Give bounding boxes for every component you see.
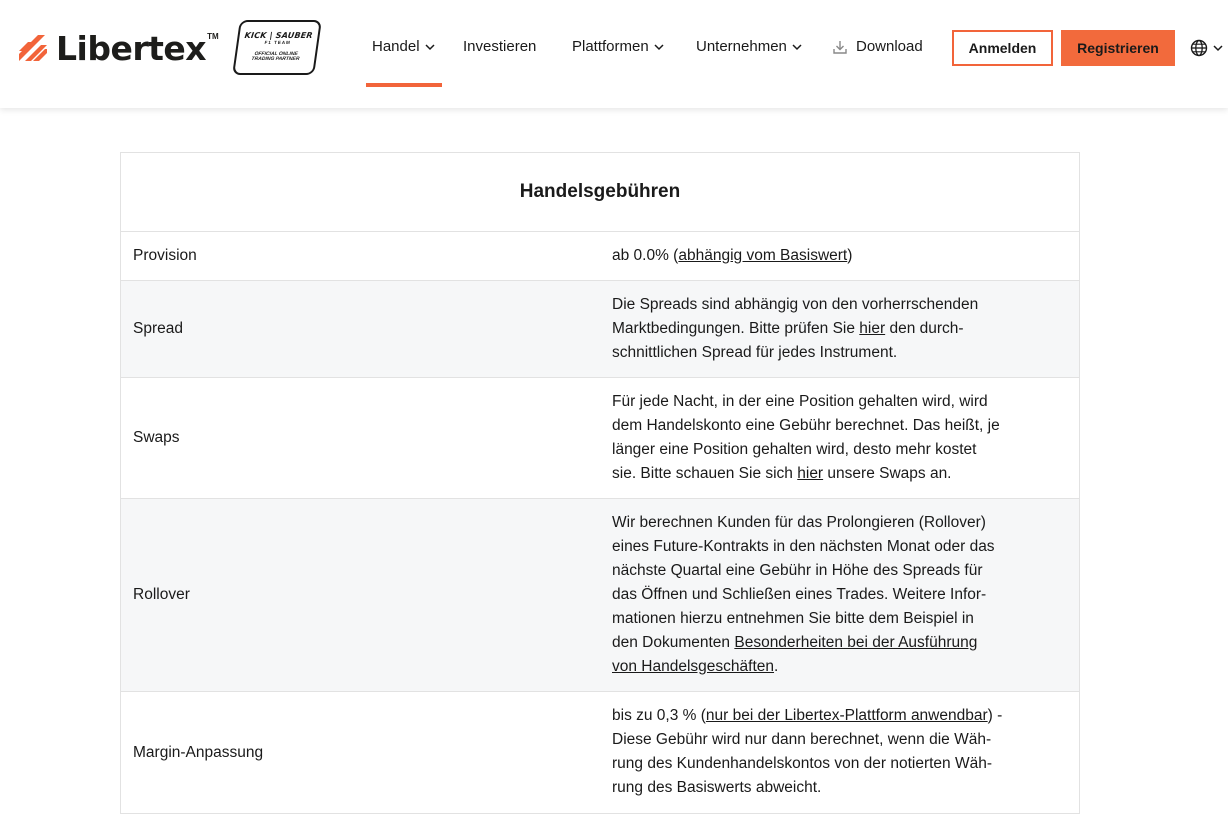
nav-item-download[interactable] [832, 38, 923, 55]
fee-row-margin [121, 692, 1079, 813]
nav-label-download: Download [856, 38, 923, 55]
register-button[interactable]: Registrieren [1061, 30, 1175, 66]
fee-value-provision: ab 0.0% (abhängig vom Basiswert) [612, 247, 853, 264]
globe-icon [1190, 39, 1208, 57]
chevron-down-icon [425, 44, 435, 51]
libertex-platform-link[interactable]: nur bei der Libertex-Plattform anwendbar [705, 707, 988, 724]
download-icon [832, 39, 848, 55]
underlying-dependent-link[interactable]: abhängig vom Basiswert [678, 247, 848, 264]
fee-label-swaps: Swaps [133, 429, 180, 446]
spread-here-link[interactable]: hier [859, 320, 886, 337]
libertex-logo[interactable] [19, 28, 219, 68]
fee-row-provision [121, 232, 1079, 281]
partner-f1-team: F1 TEAM [264, 40, 292, 46]
nav-item-plattformen[interactable] [572, 38, 664, 55]
login-button[interactable]: Anmelden [952, 30, 1053, 66]
fee-label-spread: Spread [133, 320, 183, 337]
nav-label-handel: Handel [372, 38, 420, 55]
fee-row-rollover [121, 499, 1079, 692]
logo-trademark: TM [207, 32, 219, 41]
nav-item-handel[interactable] [372, 38, 435, 55]
fee-row-swaps [121, 378, 1079, 499]
language-selector[interactable] [1190, 39, 1223, 57]
execution-specifics-link[interactable]: Besonderheiten bei der Ausführung [734, 634, 978, 651]
fees-table-title: Handelsgebühren [121, 153, 1079, 232]
site-header [0, 0, 1228, 108]
partner-official: OFFICIAL ONLINE TRADING PARTNER [250, 50, 300, 63]
fee-value-rollover: Wir berechnen Kunden für das Prolongieren (Rollover) eines Future-Kontrakts in den nächsten Monat oder das nächste Quartal eine Gebühr in Höhe des Spreads für das Öffnen und Schließen eines Trades. Weitere Infor- mationen hierzu entnehmen Sie bitte dem Beispiel in den Dokumenten Besonderheiten bei der Ausführung von Handelsgeschäften. [612, 514, 995, 675]
nav-item-unternehmen[interactable] [696, 38, 802, 55]
trading-fees-table [120, 152, 1080, 814]
fee-value-spread: Die Spreads sind abhängig von den vorherrschenden Marktbedingungen. Bitte prüfen Sie hier den durch- schnittlichen Spread für jedes Instrument. [612, 296, 979, 361]
chevron-down-icon [1213, 45, 1223, 52]
execution-specifics-link-cont[interactable]: von Handelsgeschäften [612, 658, 775, 675]
nav-label-investieren: Investieren [463, 38, 537, 55]
sauber-partner-badge[interactable] [232, 20, 322, 75]
fee-label-provision: Provision [133, 247, 197, 264]
nav-label-plattformen: Plattformen [572, 38, 649, 55]
nav-active-indicator [366, 83, 442, 87]
logo-text: Libertex [56, 28, 207, 68]
nav-label-unternehmen: Unternehmen [696, 38, 787, 55]
fee-label-rollover: Rollover [133, 586, 190, 603]
partner-team-name: KICK | SAUBER [243, 31, 314, 41]
nav-item-investieren[interactable] [463, 38, 536, 55]
fee-label-margin: Margin-Anpassung [133, 743, 264, 761]
fee-row-spread [121, 281, 1079, 378]
libertex-logo-icon [19, 35, 47, 61]
fee-value-swaps: Für jede Nacht, in der eine Position gehalten wird, wird dem Handelskonto eine Gebühr berechnet. Das heißt, je länger eine Position gehalten wird, desto mehr kostet sie. Bitte schauen Sie sich hier unsere Swaps an. [612, 393, 1000, 482]
chevron-down-icon [792, 44, 802, 51]
swaps-here-link[interactable]: hier [797, 465, 824, 482]
fee-value-margin: bis zu 0,3 % (nur bei der Libertex-Plattform anwendbar) - Diese Gebühr wird nur dann berechnet, wenn die Wäh- rung des Kundenhandelskontos von der notierten Wäh- rung des Basiswerts abweicht. [612, 707, 1003, 796]
chevron-down-icon [654, 44, 664, 51]
